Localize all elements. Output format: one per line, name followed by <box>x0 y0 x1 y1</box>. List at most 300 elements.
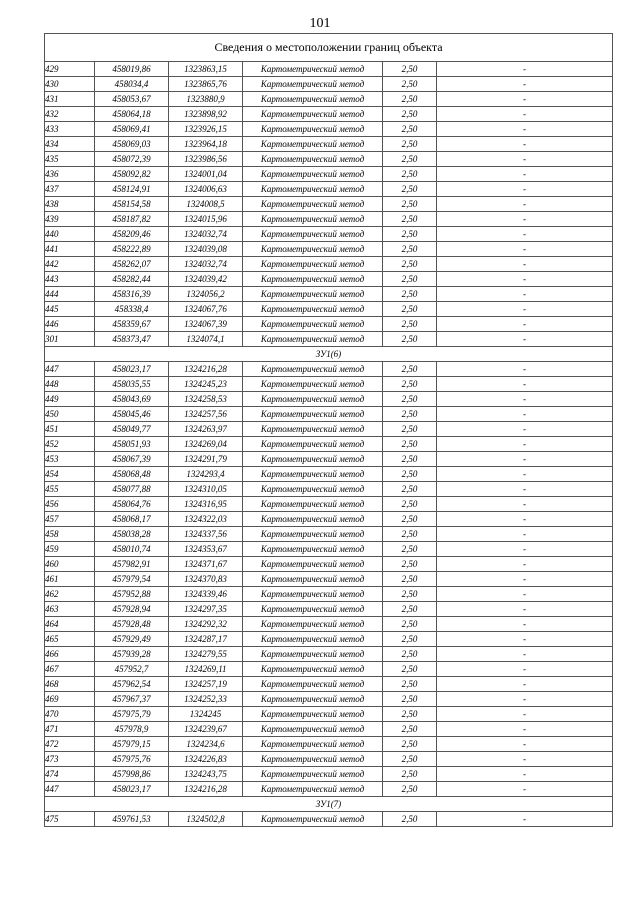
table-row <box>45 77 613 92</box>
precision-cell: 2,50 <box>383 437 437 452</box>
description-cell: - <box>437 527 613 542</box>
precision-cell: 2,50 <box>383 392 437 407</box>
description-cell: - <box>437 167 613 182</box>
description-cell: - <box>437 77 613 92</box>
coordinate-y-cell: 1324371,67 <box>169 557 243 572</box>
point-number-cell: 469 <box>45 692 95 707</box>
description-cell: - <box>437 407 613 422</box>
coordinate-x-cell: 457975,76 <box>95 752 169 767</box>
section-label: ЗУ1(6) <box>45 347 613 362</box>
method-cell: Картометрический метод <box>243 242 383 257</box>
precision-cell: 2,50 <box>383 692 437 707</box>
table-row <box>45 92 613 107</box>
precision-cell: 2,50 <box>383 332 437 347</box>
description-cell: - <box>437 482 613 497</box>
point-number-cell: 440 <box>45 227 95 242</box>
method-cell: Картометрический метод <box>243 317 383 332</box>
coordinate-x-cell: 457929,49 <box>95 632 169 647</box>
table-row <box>45 557 613 572</box>
coordinate-y-cell: 1324322,03 <box>169 512 243 527</box>
precision-cell: 2,50 <box>383 512 437 527</box>
table-row <box>45 257 613 272</box>
coordinate-y-cell: 1324039,08 <box>169 242 243 257</box>
description-cell: - <box>437 62 613 77</box>
point-number-cell: 448 <box>45 377 95 392</box>
point-number-cell: 451 <box>45 422 95 437</box>
coordinate-y-cell: 1324292,32 <box>169 617 243 632</box>
coordinate-y-cell: 1324269,04 <box>169 437 243 452</box>
precision-cell: 2,50 <box>383 137 437 152</box>
coordinate-x-cell: 458072,39 <box>95 152 169 167</box>
precision-cell: 2,50 <box>383 767 437 782</box>
table-row <box>45 152 613 167</box>
coordinate-x-cell: 458373,47 <box>95 332 169 347</box>
coordinate-y-cell: 1324339,46 <box>169 587 243 602</box>
method-cell: Картометрический метод <box>243 212 383 227</box>
method-cell: Картометрический метод <box>243 677 383 692</box>
table-row <box>45 392 613 407</box>
point-number-cell: 442 <box>45 257 95 272</box>
precision-cell: 2,50 <box>383 287 437 302</box>
point-number-cell: 446 <box>45 317 95 332</box>
coordinate-y-cell: 1324297,35 <box>169 602 243 617</box>
coordinate-x-cell: 457928,48 <box>95 617 169 632</box>
coordinate-x-cell: 458064,18 <box>95 107 169 122</box>
method-cell: Картометрический метод <box>243 362 383 377</box>
point-number-cell: 463 <box>45 602 95 617</box>
method-cell: Картометрический метод <box>243 467 383 482</box>
point-number-cell: 443 <box>45 272 95 287</box>
precision-cell: 2,50 <box>383 482 437 497</box>
point-number-cell: 429 <box>45 62 95 77</box>
description-cell: - <box>437 692 613 707</box>
description-cell: - <box>437 362 613 377</box>
precision-cell: 2,50 <box>383 557 437 572</box>
description-cell: - <box>437 617 613 632</box>
method-cell: Картометрический метод <box>243 812 383 827</box>
coordinate-y-cell: 1323986,56 <box>169 152 243 167</box>
precision-cell: 2,50 <box>383 632 437 647</box>
coordinate-x-cell: 458222,89 <box>95 242 169 257</box>
precision-cell: 2,50 <box>383 407 437 422</box>
method-cell: Картометрический метод <box>243 662 383 677</box>
coordinate-y-cell: 1324263,97 <box>169 422 243 437</box>
point-number-cell: 464 <box>45 617 95 632</box>
point-number-cell: 436 <box>45 167 95 182</box>
point-number-cell: 444 <box>45 287 95 302</box>
coordinate-y-cell: 1324056,2 <box>169 287 243 302</box>
point-number-cell: 452 <box>45 437 95 452</box>
point-number-cell: 433 <box>45 122 95 137</box>
point-number-cell: 431 <box>45 92 95 107</box>
table-title-row <box>45 34 613 62</box>
section-row <box>45 797 613 812</box>
coordinate-y-cell: 1324370,83 <box>169 572 243 587</box>
coordinate-x-cell: 458043,69 <box>95 392 169 407</box>
coordinate-y-cell: 1324001,04 <box>169 167 243 182</box>
precision-cell: 2,50 <box>383 617 437 632</box>
method-cell: Картометрический метод <box>243 707 383 722</box>
point-number-cell: 456 <box>45 497 95 512</box>
coordinate-x-cell: 458038,28 <box>95 527 169 542</box>
method-cell: Картометрический метод <box>243 407 383 422</box>
coordinate-x-cell: 458045,46 <box>95 407 169 422</box>
point-number-cell: 458 <box>45 527 95 542</box>
method-cell: Картометрический метод <box>243 377 383 392</box>
point-number-cell: 450 <box>45 407 95 422</box>
coordinate-y-cell: 1324257,19 <box>169 677 243 692</box>
table-row <box>45 587 613 602</box>
table-row <box>45 107 613 122</box>
table-row <box>45 272 613 287</box>
method-cell: Картометрический метод <box>243 692 383 707</box>
description-cell: - <box>437 812 613 827</box>
table-row <box>45 242 613 257</box>
method-cell: Картометрический метод <box>243 107 383 122</box>
coordinate-x-cell: 458051,93 <box>95 437 169 452</box>
coordinate-y-cell: 1324216,28 <box>169 782 243 797</box>
method-cell: Картометрический метод <box>243 647 383 662</box>
description-cell: - <box>437 392 613 407</box>
coordinate-x-cell: 457998,86 <box>95 767 169 782</box>
coordinate-x-cell: 457975,79 <box>95 707 169 722</box>
table-title: Сведения о местоположении границ объекта <box>45 34 613 62</box>
table-row <box>45 647 613 662</box>
coordinate-x-cell: 458010,74 <box>95 542 169 557</box>
method-cell: Картометрический метод <box>243 137 383 152</box>
point-number-cell: 475 <box>45 812 95 827</box>
precision-cell: 2,50 <box>383 257 437 272</box>
point-number-cell: 473 <box>45 752 95 767</box>
table-row <box>45 122 613 137</box>
coordinate-y-cell: 1324293,4 <box>169 467 243 482</box>
precision-cell: 2,50 <box>383 362 437 377</box>
precision-cell: 2,50 <box>383 722 437 737</box>
coordinate-y-cell: 1324243,75 <box>169 767 243 782</box>
coordinate-y-cell: 1324226,83 <box>169 752 243 767</box>
coordinate-x-cell: 457952,88 <box>95 587 169 602</box>
precision-cell: 2,50 <box>383 737 437 752</box>
method-cell: Картометрический метод <box>243 257 383 272</box>
precision-cell: 2,50 <box>383 107 437 122</box>
description-cell: - <box>437 257 613 272</box>
precision-cell: 2,50 <box>383 122 437 137</box>
table-row <box>45 62 613 77</box>
coordinate-x-cell: 457962,54 <box>95 677 169 692</box>
description-cell: - <box>437 317 613 332</box>
point-number-cell: 438 <box>45 197 95 212</box>
coordinate-x-cell: 458338,4 <box>95 302 169 317</box>
table-row <box>45 782 613 797</box>
precision-cell: 2,50 <box>383 647 437 662</box>
table-row <box>45 737 613 752</box>
method-cell: Картометрический метод <box>243 302 383 317</box>
point-number-cell: 468 <box>45 677 95 692</box>
precision-cell: 2,50 <box>383 422 437 437</box>
table-row <box>45 227 613 242</box>
coordinate-y-cell: 1324006,63 <box>169 182 243 197</box>
description-cell: - <box>437 662 613 677</box>
coordinate-y-cell: 1323898,92 <box>169 107 243 122</box>
description-cell: - <box>437 572 613 587</box>
method-cell: Картометрический метод <box>243 572 383 587</box>
description-cell: - <box>437 467 613 482</box>
point-number-cell: 432 <box>45 107 95 122</box>
coordinate-y-cell: 1324234,6 <box>169 737 243 752</box>
point-number-cell: 454 <box>45 467 95 482</box>
table-row <box>45 377 613 392</box>
coordinate-x-cell: 459761,53 <box>95 812 169 827</box>
precision-cell: 2,50 <box>383 677 437 692</box>
coordinate-y-cell: 1324245 <box>169 707 243 722</box>
coordinate-y-cell: 1324287,17 <box>169 632 243 647</box>
precision-cell: 2,50 <box>383 212 437 227</box>
method-cell: Картометрический метод <box>243 602 383 617</box>
coordinate-y-cell: 1324067,39 <box>169 317 243 332</box>
precision-cell: 2,50 <box>383 662 437 677</box>
table-row <box>45 767 613 782</box>
coordinate-y-cell: 1324279,55 <box>169 647 243 662</box>
description-cell: - <box>437 632 613 647</box>
table-row <box>45 317 613 332</box>
coordinate-y-cell: 1324239,67 <box>169 722 243 737</box>
coordinate-y-cell: 1324216,28 <box>169 362 243 377</box>
page-number: 101 <box>309 16 331 31</box>
table-row <box>45 752 613 767</box>
description-cell: - <box>437 542 613 557</box>
precision-cell: 2,50 <box>383 197 437 212</box>
description-cell: - <box>437 587 613 602</box>
coordinate-y-cell: 1324316,95 <box>169 497 243 512</box>
precision-cell: 2,50 <box>383 77 437 92</box>
method-cell: Картометрический метод <box>243 437 383 452</box>
point-number-cell: 434 <box>45 137 95 152</box>
coordinate-x-cell: 458316,39 <box>95 287 169 302</box>
point-number-cell: 472 <box>45 737 95 752</box>
description-cell: - <box>437 422 613 437</box>
description-cell: - <box>437 707 613 722</box>
precision-cell: 2,50 <box>383 272 437 287</box>
precision-cell: 2,50 <box>383 302 437 317</box>
point-number-cell: 455 <box>45 482 95 497</box>
description-cell: - <box>437 452 613 467</box>
coordinate-x-cell: 458187,82 <box>95 212 169 227</box>
method-cell: Картометрический метод <box>243 752 383 767</box>
precision-cell: 2,50 <box>383 317 437 332</box>
point-number-cell: 449 <box>45 392 95 407</box>
coordinate-x-cell: 457982,91 <box>95 557 169 572</box>
coordinate-x-cell: 457939,28 <box>95 647 169 662</box>
coordinate-x-cell: 457979,15 <box>95 737 169 752</box>
coordinate-y-cell: 1323964,18 <box>169 137 243 152</box>
description-cell: - <box>437 287 613 302</box>
method-cell: Картометрический метод <box>243 122 383 137</box>
description-cell: - <box>437 152 613 167</box>
table-row <box>45 197 613 212</box>
point-number-cell: 441 <box>45 242 95 257</box>
coordinate-x-cell: 458077,88 <box>95 482 169 497</box>
description-cell: - <box>437 752 613 767</box>
point-number-cell: 457 <box>45 512 95 527</box>
coordinate-y-cell: 1324032,74 <box>169 257 243 272</box>
method-cell: Картометрический метод <box>243 392 383 407</box>
coordinate-y-cell: 1324008,5 <box>169 197 243 212</box>
coordinate-x-cell: 458282,44 <box>95 272 169 287</box>
method-cell: Картометрический метод <box>243 542 383 557</box>
precision-cell: 2,50 <box>383 812 437 827</box>
precision-cell: 2,50 <box>383 182 437 197</box>
method-cell: Картометрический метод <box>243 722 383 737</box>
precision-cell: 2,50 <box>383 587 437 602</box>
description-cell: - <box>437 137 613 152</box>
coordinate-y-cell: 1324039,42 <box>169 272 243 287</box>
coordinate-y-cell: 1324502,8 <box>169 812 243 827</box>
point-number-cell: 467 <box>45 662 95 677</box>
coordinate-x-cell: 458092,82 <box>95 167 169 182</box>
method-cell: Картометрический метод <box>243 287 383 302</box>
description-cell: - <box>437 302 613 317</box>
coordinate-y-cell: 1324353,67 <box>169 542 243 557</box>
description-cell: - <box>437 107 613 122</box>
precision-cell: 2,50 <box>383 377 437 392</box>
table-row <box>45 632 613 647</box>
table-row <box>45 497 613 512</box>
precision-cell: 2,50 <box>383 92 437 107</box>
point-number-cell: 466 <box>45 647 95 662</box>
table-row <box>45 422 613 437</box>
coordinate-x-cell: 458034,4 <box>95 77 169 92</box>
method-cell: Картометрический метод <box>243 452 383 467</box>
description-cell: - <box>437 182 613 197</box>
method-cell: Картометрический метод <box>243 782 383 797</box>
coordinate-x-cell: 457928,94 <box>95 602 169 617</box>
description-cell: - <box>437 647 613 662</box>
table-row <box>45 677 613 692</box>
table-row <box>45 707 613 722</box>
coordinate-y-cell: 1324337,56 <box>169 527 243 542</box>
coordinate-x-cell: 458049,77 <box>95 422 169 437</box>
table-row <box>45 572 613 587</box>
description-cell: - <box>437 677 613 692</box>
method-cell: Картометрический метод <box>243 197 383 212</box>
precision-cell: 2,50 <box>383 227 437 242</box>
coordinate-x-cell: 458053,67 <box>95 92 169 107</box>
precision-cell: 2,50 <box>383 572 437 587</box>
coordinate-x-cell: 458019,86 <box>95 62 169 77</box>
table-row <box>45 812 613 827</box>
method-cell: Картометрический метод <box>243 167 383 182</box>
table-row <box>45 722 613 737</box>
coordinate-x-cell: 458154,58 <box>95 197 169 212</box>
table-row <box>45 137 613 152</box>
method-cell: Картометрический метод <box>243 77 383 92</box>
method-cell: Картометрический метод <box>243 332 383 347</box>
point-number-cell: 459 <box>45 542 95 557</box>
method-cell: Картометрический метод <box>243 182 383 197</box>
coordinate-x-cell: 458064,76 <box>95 497 169 512</box>
table-row <box>45 407 613 422</box>
point-number-cell: 462 <box>45 587 95 602</box>
precision-cell: 2,50 <box>383 782 437 797</box>
point-number-cell: 461 <box>45 572 95 587</box>
point-number-cell: 471 <box>45 722 95 737</box>
coordinate-y-cell: 1324258,53 <box>169 392 243 407</box>
method-cell: Картометрический метод <box>243 617 383 632</box>
description-cell: - <box>437 242 613 257</box>
table-row <box>45 302 613 317</box>
coordinate-x-cell: 458035,55 <box>95 377 169 392</box>
description-cell: - <box>437 512 613 527</box>
method-cell: Картометрический метод <box>243 62 383 77</box>
coordinate-x-cell: 458359,67 <box>95 317 169 332</box>
precision-cell: 2,50 <box>383 152 437 167</box>
table-row <box>45 182 613 197</box>
coordinate-y-cell: 1324032,74 <box>169 227 243 242</box>
coordinate-x-cell: 458068,17 <box>95 512 169 527</box>
table-row <box>45 467 613 482</box>
point-number-cell: 435 <box>45 152 95 167</box>
coordinate-y-cell: 1324067,76 <box>169 302 243 317</box>
method-cell: Картометрический метод <box>243 737 383 752</box>
coordinate-y-cell: 1323926,15 <box>169 122 243 137</box>
precision-cell: 2,50 <box>383 242 437 257</box>
coordinate-y-cell: 1323863,15 <box>169 62 243 77</box>
coordinate-x-cell: 457952,7 <box>95 662 169 677</box>
method-cell: Картометрический метод <box>243 422 383 437</box>
method-cell: Картометрический метод <box>243 557 383 572</box>
precision-cell: 2,50 <box>383 542 437 557</box>
description-cell: - <box>437 497 613 512</box>
point-number-cell: 437 <box>45 182 95 197</box>
description-cell: - <box>437 602 613 617</box>
coordinate-y-cell: 1324015,96 <box>169 212 243 227</box>
method-cell: Картометрический метод <box>243 92 383 107</box>
coordinate-x-cell: 458209,46 <box>95 227 169 242</box>
description-cell: - <box>437 782 613 797</box>
point-number-cell: 301 <box>45 332 95 347</box>
table-row <box>45 692 613 707</box>
coordinate-x-cell: 457978,9 <box>95 722 169 737</box>
description-cell: - <box>437 437 613 452</box>
description-cell: - <box>437 272 613 287</box>
precision-cell: 2,50 <box>383 62 437 77</box>
table-row <box>45 287 613 302</box>
coordinate-y-cell: 1324310,05 <box>169 482 243 497</box>
method-cell: Картометрический метод <box>243 272 383 287</box>
description-cell: - <box>437 722 613 737</box>
table-row <box>45 437 613 452</box>
method-cell: Картометрический метод <box>243 497 383 512</box>
boundary-coordinates-table <box>44 33 613 827</box>
description-cell: - <box>437 377 613 392</box>
table-row <box>45 662 613 677</box>
method-cell: Картометрический метод <box>243 587 383 602</box>
point-number-cell: 470 <box>45 707 95 722</box>
table-row <box>45 542 613 557</box>
point-number-cell: 447 <box>45 362 95 377</box>
precision-cell: 2,50 <box>383 467 437 482</box>
point-number-cell: 474 <box>45 767 95 782</box>
point-number-cell: 460 <box>45 557 95 572</box>
description-cell: - <box>437 557 613 572</box>
precision-cell: 2,50 <box>383 707 437 722</box>
method-cell: Картометрический метод <box>243 512 383 527</box>
table-row <box>45 512 613 527</box>
method-cell: Картометрический метод <box>243 632 383 647</box>
section-row <box>45 347 613 362</box>
coordinate-x-cell: 458124,91 <box>95 182 169 197</box>
coordinate-y-cell: 1323880,9 <box>169 92 243 107</box>
